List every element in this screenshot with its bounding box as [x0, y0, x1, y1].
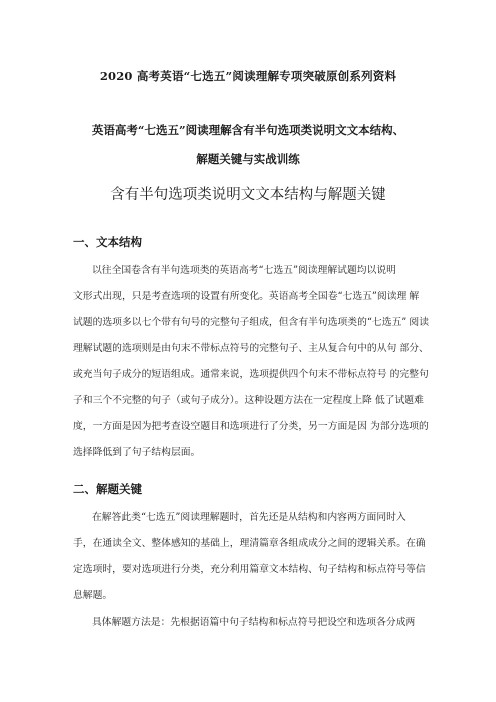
paragraph-line: 度，一方面是因为把考查设空题目和选项进行了分类，另一方面是因 为部分选项的	[73, 421, 429, 432]
document-heading: 含有半句选项类说明文文本结构与解题关键	[110, 187, 386, 203]
paragraph-line: 理解试题的选项则是由句末不带标点符号的完整句子、主从复合句中的从句 部分、	[73, 343, 429, 354]
main-title: 2020 高考英语“七选五”阅读理解专项突破原创系列资料	[99, 69, 397, 83]
paragraph-line: 手，在通读全文、整体感知的基础上，理清篇章各组成成分之间的逻辑关系。在确	[73, 538, 426, 549]
paragraph-line: 子和三个不完整的句子（或句子成分）。这种设题方法在一定程度上降 低了试题难	[73, 395, 424, 406]
paragraph-line: 息解题。	[73, 590, 113, 601]
paragraph-line: 试题的选项多以七个带有句号的完整句子组成，但含有半句选项类的“七选五” 阅读	[73, 317, 430, 328]
subtitle-line-1: 英语高考“七选五”阅读理解含有半句选项类说明文文本结构、	[91, 123, 405, 137]
paragraph-line: 或充当句子成分的短语组成。通常来说，选项提供四个句末不带标点符号 的完整句	[73, 369, 429, 380]
section-heading-text-structure: 一、文本结构	[73, 235, 142, 249]
paragraph-line: 文形式出现，只是考查选项的设置有所变化。英语高考全国卷“七选五”阅读理 解	[73, 291, 420, 302]
paragraph-line: 以往全国卷含有半句选项类的英语高考“七选五”阅读理解试题均以说明	[92, 265, 396, 276]
subtitle-line-2: 解题关键与实战训练	[196, 152, 300, 166]
paragraph-line: 在解答此类“七选五”阅读理解题时，首先还是从结构和内容两方面同时入	[92, 512, 406, 523]
paragraph-line: 定选项时，要对选项进行分类，充分利用篇章文本结构、句子结构和标点符号等信	[73, 564, 426, 575]
paragraph-line: 具体解题方法是：先根据语篇中句子结构和标点符号把设空和选项各分成两	[92, 617, 416, 628]
paragraph-line: 选择降低到了句子结构层面。	[73, 447, 201, 458]
section-heading-solving-key: 二、解题关键	[73, 482, 142, 496]
